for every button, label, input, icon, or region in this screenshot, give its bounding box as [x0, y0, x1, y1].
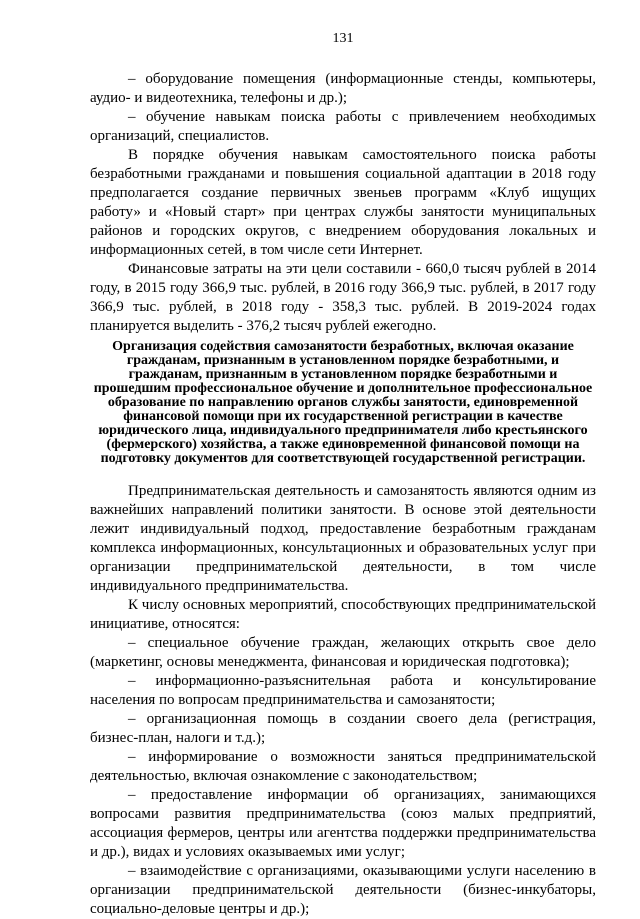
paragraph-job-search-training: – обучение навыкам поиска работы с привлечением необходимых организаций, специалистов. — [90, 109, 596, 144]
page-number: 131 — [332, 31, 354, 46]
list-item-informing: – информирование о возможности заняться предпринимательской деятельностью, включая ознакомление с законодательством; — [90, 749, 596, 784]
list-item-organizational-help: – организационная помощь в создании своего дела (регистрация, бизнес-план, налоги и т.д.); — [90, 711, 596, 746]
list-item-information-consulting: – информационно-разъяснительная работа и консультирование населения по вопросам предпринимательства и самозанятости; — [90, 673, 596, 708]
paragraph-main-measures: К числу основных мероприятий, способствующих предпринимательской инициативе, относятся: — [90, 597, 596, 632]
list-item-special-training: – специальное обучение граждан, желающих открыть свое дело (маркетинг, основы менеджмента, финансовая и юридическая подготовка); — [90, 635, 596, 670]
list-item-interaction: – взаимодействие с организациями, оказывающими услуги населению в организации предпринимательской деятельности (бизнес-инкубаторы, социально-деловые центры и др.); — [90, 863, 596, 917]
section-heading: Организация содействия самозанятости безработных, включая оказание гражданам, признанным в установленном порядке безработными, и гражданам, признанным в установленном порядке безработными и прошедшим профессиональное обучение и дополнительное профессиональное образование по направлению органов службы занятости, единовременной финансовой помощи при их государственной регистрации в качестве юридического лица, индивидуального предпринимателя либо крестьянского (фермерского) хозяйства, а также единовременной финансовой помощи на подготовку документов для соответствующей государственной регистрации. — [93, 339, 593, 466]
list-item-organizations-info: – предоставление информации об организациях, занимающихся вопросами развития предпринимательства (союз малых предприятий, ассоциация фермеров, центры или агентства поддержки предпринимательства и др.), видах и условиях оказываемых ими услуг; — [90, 787, 596, 860]
paragraph-programs-2018: В порядке обучения навыкам самостоятельного поиска работы безработными гражданами и повышения социальной адаптации в 2018 году предполагается создание первичных звеньев программ «Клуб ищущих работу» и «Новый старт» при центрах службы занятости муниципальных районов и городских округов, с внедрением оборудования локальных и информационных сетей, в том числе сети Интернет. — [90, 147, 596, 258]
document-page — [90, 30, 596, 919]
paragraph-entrepreneurship-intro: Предпринимательская деятельность и самозанятость являются одним из важнейших направлений политики занятости. В основе этой деятельности лежит индивидуальный подход, предоставление безработным гражданам комплекса информационных, консультационных и образовательных услуг при организации предпринимательской деятельности, в том числе индивидуального предпринимательства. — [90, 483, 596, 594]
paragraph-equipment: – оборудование помещения (информационные стенды, компьютеры, аудио- и видеотехника, телефоны и др.); — [90, 71, 596, 106]
paragraph-financial-costs: Финансовые затраты на эти цели составили - 660,0 тысяч рублей в 2014 году, в 2015 году 366,9 тыс. рублей, в 2016 году 366,9 тыс. рублей, в 2017 году 366,9 тыс. рублей, в 2018 году - 358,3 тыс. рублей. В 2019-2024 годах планируется выделить - 376,2 тысяч рублей ежегодно. — [90, 261, 596, 334]
